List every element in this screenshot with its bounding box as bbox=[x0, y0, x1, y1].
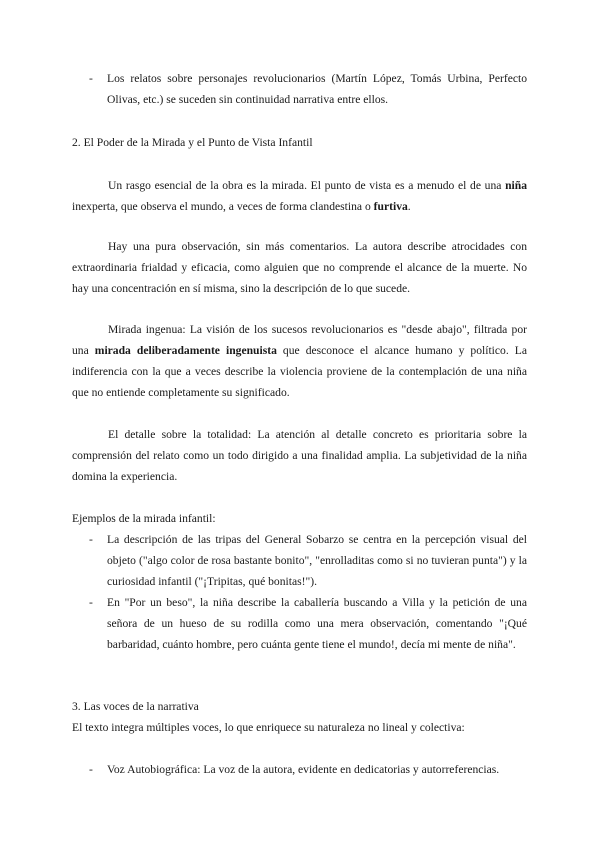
paragraph: Mirada ingenua: La visión de los sucesos revolucionarios es "desde abajo", filtrada por una mirada deliberadamente ingenuista que desconoce el alcance humano y político. La indiferencia con la que a veces describe la violencia proviene de la contemplación de una niña que no entiende completamente su significado. bbox=[72, 323, 527, 399]
list-item: Voz Autobiográfica: La voz de la autora, evidente en dedicatorias y autorreferencias. bbox=[107, 763, 500, 776]
intro-bullet-text: Los relatos sobre personajes revolucionarios (Martín López, Tomás Urbina, Perfecto Olivas, etc.) se suceden sin continuidad narrativa entre ellos. bbox=[107, 72, 527, 106]
list-item: En "Por un beso", la niña describe la caballería buscando a Villa y la petición de una señora de un hueso de su rodilla como una mera observación, comentando "¡Qué barbaridad, cuánto hombre, pero cuánta gente tiene el mundo!, decía mi mente de niña". bbox=[107, 596, 527, 651]
paragraph: El texto integra múltiples voces, lo que enriquece su naturaleza no lineal y colectiva: bbox=[72, 721, 465, 734]
bullet-marker: - bbox=[89, 596, 93, 609]
paragraph: Hay una pura observación, sin más comentarios. La autora describe atrocidades con extraordinaria frialdad y eficacia, como alguien que no comprende el alcance de la muerte. No hay una concentración en sí misma, sino la descripción de lo que sucede. bbox=[72, 240, 527, 295]
bullet-marker: - bbox=[89, 72, 93, 85]
section-heading: 3. Las voces de la narrativa bbox=[72, 700, 199, 713]
paragraph: El detalle sobre la totalidad: La atención al detalle concreto es prioritaria sobre la comprensión del relato como un todo dirigido a una finalidad amplia. La subjetividad de la niña domina la experiencia. bbox=[72, 428, 527, 483]
section-heading: 2. El Poder de la Mirada y el Punto de Vista Infantil bbox=[72, 136, 313, 149]
list-item: La descripción de las tripas del General Sobarzo se centra en la percepción visual del objeto ("algo color de rosa bastante bonito", "enrolladitas como si no tuvieran punta") y la curiosidad infantil ("¡Tripitas, qué bonitas!"). bbox=[107, 533, 527, 588]
bullet-marker: - bbox=[89, 763, 93, 776]
examples-title: Ejemplos de la mirada infantil: bbox=[72, 512, 216, 525]
paragraph: Un rasgo esencial de la obra es la mirada. El punto de vista es a menudo el de una niña inexperta, que observa el mundo, a veces de forma clandestina o furtiva. bbox=[72, 179, 527, 213]
bullet-marker: - bbox=[89, 533, 93, 546]
